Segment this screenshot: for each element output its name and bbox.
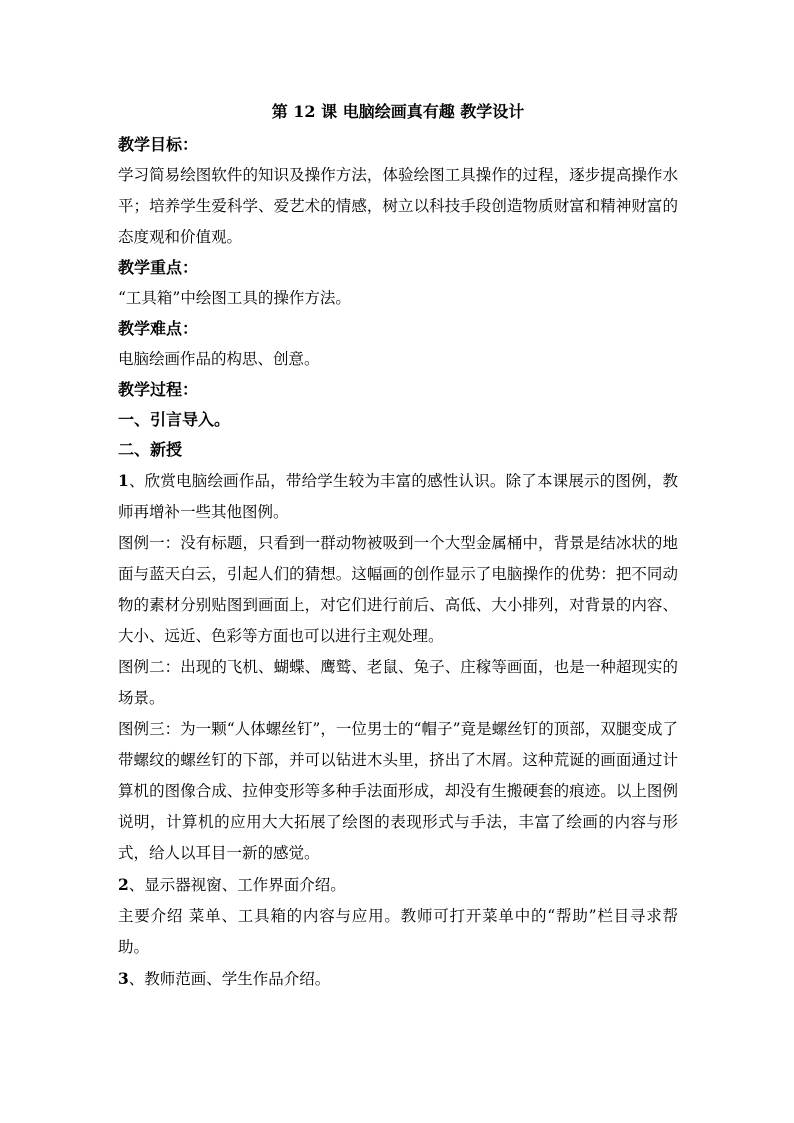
item-3	[118, 963, 678, 995]
item-3-number: 3	[118, 969, 129, 988]
process-heading: 教学过程：	[118, 380, 199, 399]
document-title: 第 12 课 电脑绘画真有趣 教学设计	[271, 102, 525, 121]
difficulty-heading: 教学难点：	[118, 319, 199, 338]
item-1-text: 、欣赏电脑绘画作品，带给学生较为丰富的感性认识。除了本课展示的图例，教师再增补一些其他图例。	[118, 472, 678, 521]
example-3: 图例三：为一颗“人体螺丝钉”，一位男士的“帽子”竟是螺丝钉的顶部，双腿变成了带螺纹的螺丝钉的下部，并可以钻进木头里，挤出了木屑。这种荒诞的画面通过计算机的图像合成、拉伸变形等多种手法面形成，却没有生搬硬套的痕迹。以上图例说明，计算机的应用大大拓展了绘图的表现形式与手法，丰富了绘画的内容与形式，给人以耳目一新的感觉。	[118, 720, 678, 862]
item-2-detail: 主要介绍 菜单、工具箱的内容与应用。教师可打开菜单中的“帮助”栏目寻求帮助。	[118, 907, 678, 956]
item-2-number: 2	[118, 875, 129, 894]
item-1-number: 1	[118, 471, 129, 490]
item-1	[118, 465, 678, 528]
document-page	[118, 98, 678, 995]
key-heading: 教学重点：	[118, 258, 199, 277]
item-3-text: 、教师范画、学生作品介绍。	[128, 970, 331, 988]
example-2: 图例二：出现的飞机、蝴蝶、鹰鹫、老鼠、兔子、庄稼等画面，也是一种超现实的场景。	[118, 658, 678, 707]
item-2-text: 、显示器视窗、工作界面介绍。	[128, 876, 346, 894]
example-1: 图例一：没有标题，只看到一群动物被吸到一个大型金属桶中，背景是结冰状的地面与蓝天白云，引起人们的猜想。这幅画的创作显示了电脑操作的优势：把不同动物的素材分别贴图到画面上，对它们进行前后、高低、大小排列，对背景的内容、大小、远近、色彩等方面也可以进行主观处理。	[118, 534, 678, 645]
key-text: “工具箱”中绘图工具的操作方法。	[118, 289, 351, 307]
difficulty-text: 电脑绘画作品的构思、创意。	[118, 350, 320, 368]
item-2	[118, 869, 678, 901]
goal-text: 学习简易绘图软件的知识及操作方法，体验绘图工具操作的过程，逐步提高操作水平；培养学生爱科学、爱艺术的情感，树立以科技手段创造物质财富和精神财富的态度观和价值观。	[118, 166, 678, 246]
step-2: 二、新授	[118, 440, 183, 459]
step-1: 一、引言导入。	[118, 410, 231, 429]
goal-heading: 教学目标：	[118, 135, 199, 154]
